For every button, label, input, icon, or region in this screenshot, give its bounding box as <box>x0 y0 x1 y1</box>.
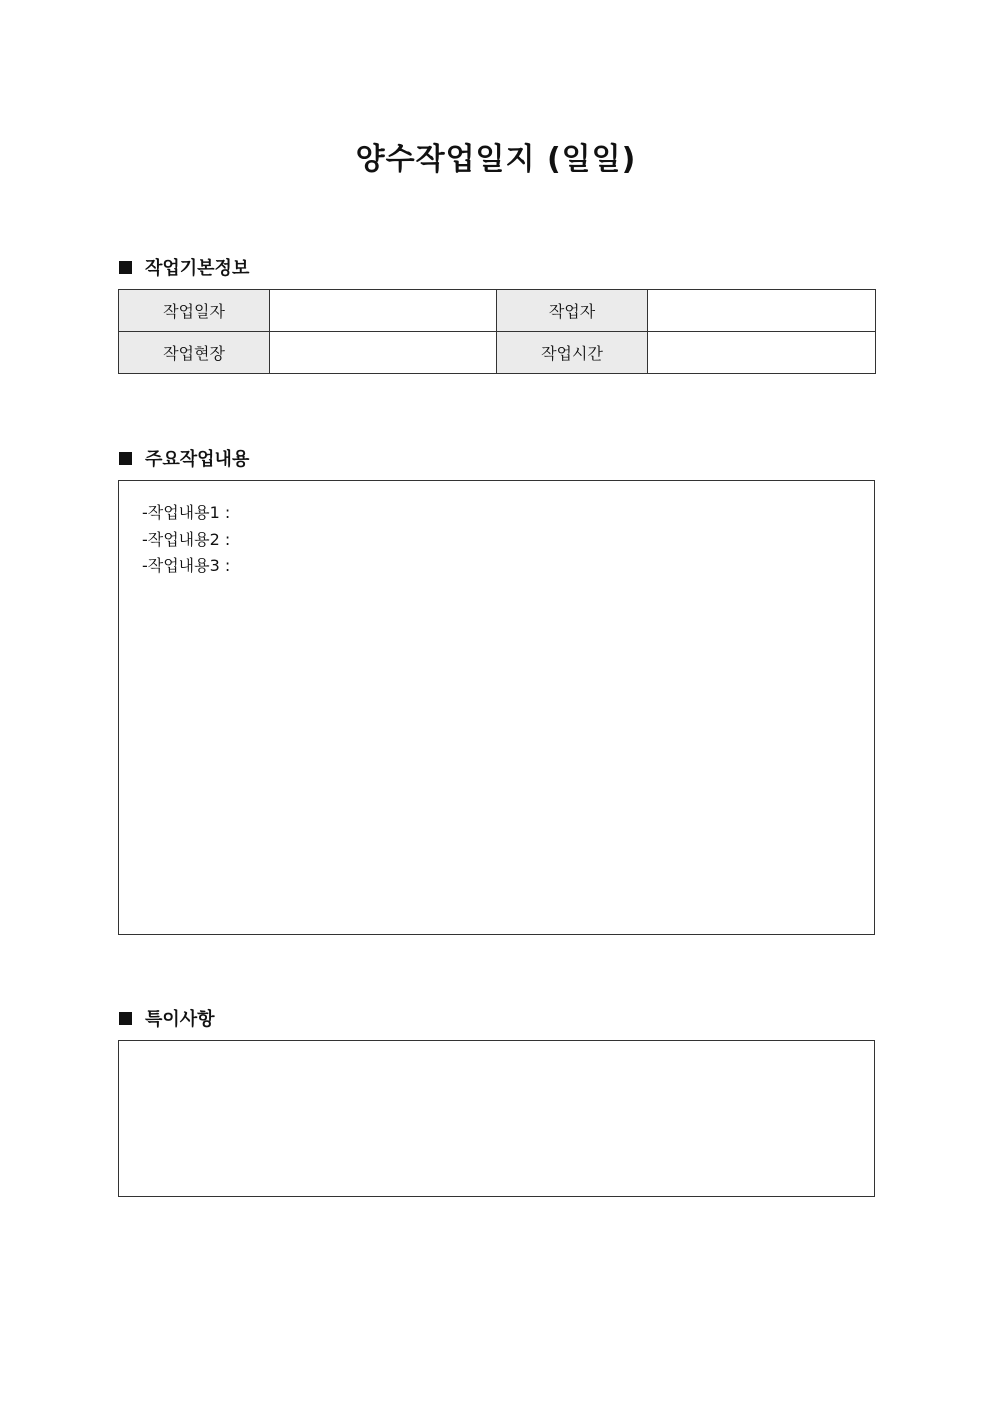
work-date-field[interactable] <box>270 290 497 332</box>
main-work-heading <box>119 445 249 471</box>
square-bullet-icon <box>119 452 132 465</box>
basic-info-heading <box>119 254 249 280</box>
work-site-field[interactable] <box>270 332 497 374</box>
remarks-heading <box>119 1005 215 1031</box>
work-site-label: 작업현장 <box>119 332 270 374</box>
table-row <box>119 290 876 332</box>
worker-field[interactable] <box>648 290 876 332</box>
work-date-label: 작업일자 <box>119 290 270 332</box>
worker-label: 작업자 <box>497 290 648 332</box>
main-work-heading-label: 주요작업내용 <box>145 449 250 470</box>
table-row <box>119 332 876 374</box>
basic-info-table <box>118 289 876 374</box>
work-content-line-2: -작업내용2 : <box>142 529 231 549</box>
work-content-list <box>142 500 230 580</box>
square-bullet-icon <box>119 261 132 274</box>
square-bullet-icon <box>119 1012 132 1025</box>
main-work-box[interactable] <box>118 480 875 935</box>
document-title: 양수작업일지 (일일) <box>355 142 637 177</box>
basic-info-heading-label: 작업기본정보 <box>145 258 250 279</box>
remarks-heading-label: 특이사항 <box>145 1009 215 1030</box>
work-content-line-1: -작업내용1 : <box>142 503 231 522</box>
work-time-label: 작업시간 <box>497 332 648 374</box>
work-time-field[interactable] <box>648 332 876 374</box>
remarks-box[interactable] <box>118 1040 875 1197</box>
work-content-line-3: -작업내용3 : <box>142 556 231 575</box>
